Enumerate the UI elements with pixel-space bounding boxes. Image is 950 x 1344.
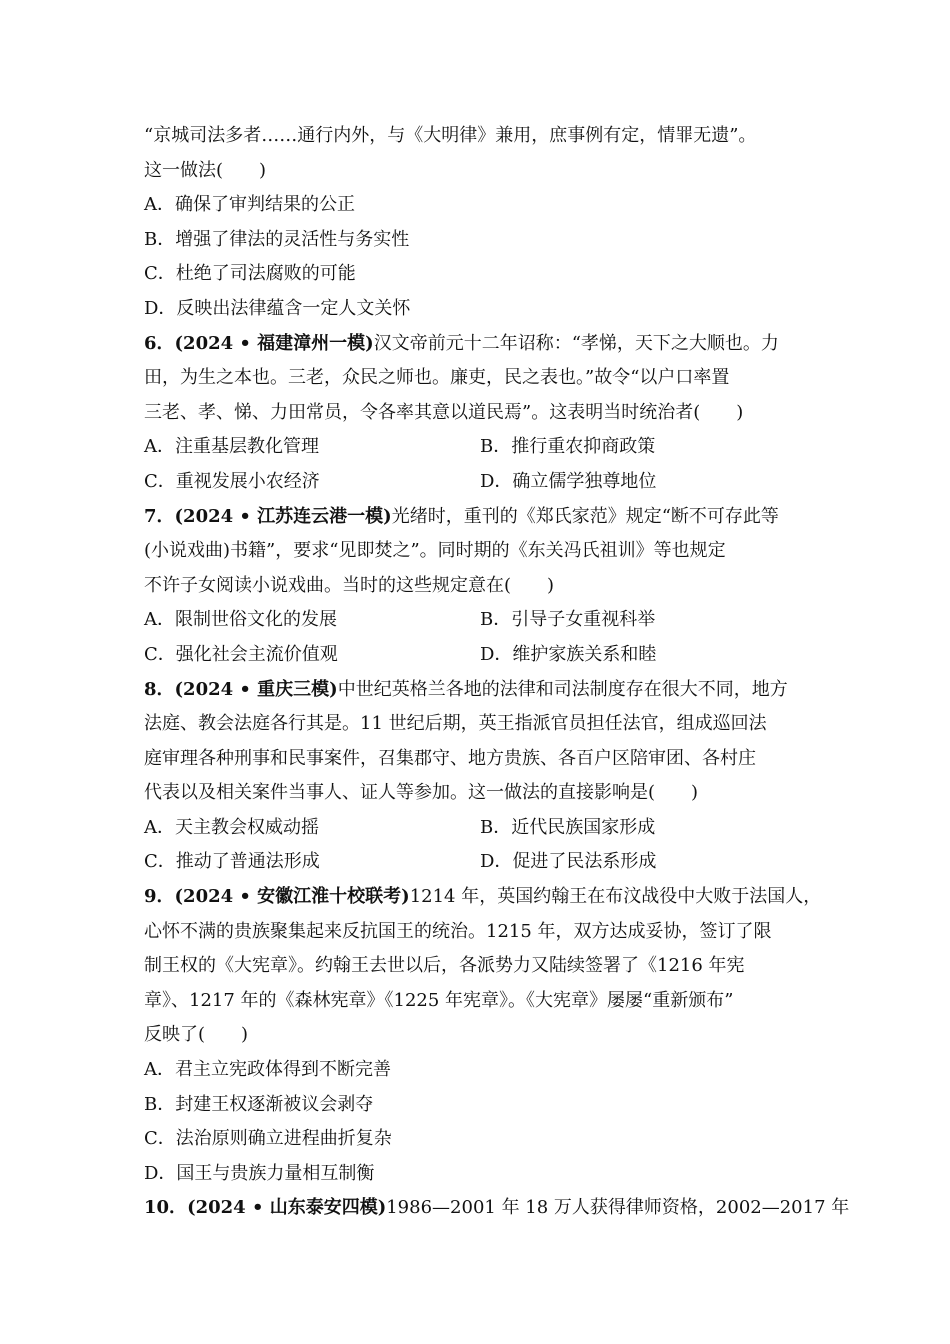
q6-option-d: D．确立儒学独尊地位 [480, 470, 657, 492]
q9-option-c: C．法治原则确立进程曲折复杂 [144, 1128, 392, 1150]
q8-number: 8． [144, 678, 175, 700]
q10-text-1: 1986—2001 年 18 万人获得律师资格，2002—2017 年 [386, 1197, 850, 1219]
q6-line-3: 三老、孝、悌、力田常员，令各率其意以道民焉”。这表明当时统治者( ) [144, 401, 744, 423]
q9-option-d: D．国王与贵族力量相互制衡 [144, 1162, 375, 1184]
q8-source: (2024 • 重庆三模) [174, 678, 338, 700]
q8-options-row-2 [144, 845, 824, 880]
q8-option-c: C．推动了普通法形成 [144, 851, 320, 873]
q9-line-4: 章》、1217 年的《森林宪章》《1225 年宪章》。《大宪章》屡屡“重新颁布” [144, 989, 734, 1011]
q5-option-a: A．确保了审判结果的公正 [144, 194, 355, 216]
q6-option-b: B．推行重农抑商政策 [480, 436, 656, 458]
q7-option-b: B．引导子女重视科举 [480, 609, 656, 631]
q9-option-b: B．封建王权逐渐被议会剥夺 [144, 1093, 374, 1115]
q6-options-row-1 [144, 430, 824, 465]
q6-line-2: 田，为生之本也。三老，众民之师也。廉吏，民之表也。”故令“以户口率置 [144, 367, 730, 389]
q9-option-a: A．君主立宪政体得到不断完善 [144, 1059, 391, 1081]
q8-options-row-1 [144, 811, 824, 846]
q5-option-d: D．反映出法律蕴含一定人文关怀 [144, 297, 411, 319]
q6-source: (2024 • 福建漳州一模) [174, 332, 374, 354]
q7-options-row-1 [144, 603, 824, 638]
q8-text-1: 中世纪英格兰各地的法律和司法制度存在很大不同，地方 [337, 678, 788, 700]
q7-option-d: D．维护家族关系和睦 [480, 643, 657, 665]
q9-line-1 [144, 880, 824, 915]
q6-option-a: A．注重基层教化管理 [144, 436, 319, 458]
q7-number: 7． [144, 505, 175, 527]
q5-option-c: C．杜绝了司法腐败的可能 [144, 263, 356, 285]
q10-source: (2024 • 山东泰安四模) [187, 1197, 387, 1219]
q5-line-1: “京城司法多者……通行内外，与《大明律》兼用，庶事例有定，情罪无遗”。 [144, 125, 757, 146]
q8-option-b: B．近代民族国家形成 [480, 816, 656, 838]
q7-line-1 [144, 500, 824, 535]
q7-line-3: 不许子女阅读小说戏曲。当时的这些规定意在( ) [144, 574, 555, 596]
q9-text-1: 1214 年，英国约翰王在布汶战役中大败于法国人， [409, 886, 822, 908]
q8-line-2: 法庭、教会法庭各行其是。11 世纪后期，英王指派官员担任法官，组成巡回法 [144, 713, 767, 735]
q5-line-2: 这一做法( ) [144, 159, 267, 181]
q6-options-row-2 [144, 465, 824, 500]
q9-number: 9． [144, 886, 175, 908]
q7-option-c: C．强化社会主流价值观 [144, 643, 338, 665]
q7-line-2: (小说戏曲)书籍”，要求“见即焚之”。同时期的《东关冯氏祖训》等也规定 [144, 540, 726, 562]
q7-options-row-2 [144, 638, 824, 673]
q6-line-1 [144, 327, 824, 362]
q8-line-1 [144, 673, 824, 708]
q9-source: (2024 • 安徽江淮十校联考) [174, 886, 410, 908]
q7-text-1: 光绪时，重刊的《郑氏家范》规定“断不可存此等 [391, 505, 779, 527]
q9-line-3: 制王权的《大宪章》。约翰王去世以后，各派势力又陆续签署了《1216 年宪 [144, 955, 745, 977]
q6-text-1: 汉文帝前元十二年诏称：“孝悌，天下之大顺也。力 [373, 332, 779, 354]
q7-option-a: A．限制世俗文化的发展 [144, 609, 337, 631]
q8-option-d: D．促进了民法系形成 [480, 851, 657, 873]
question-content [144, 119, 850, 1226]
q10-number: 10． [144, 1197, 188, 1219]
q8-line-4: 代表以及相关案件当事人、证人等参加。这一做法的直接影响是( ) [144, 782, 699, 804]
q8-line-3: 庭审理各种刑事和民事案件，召集郡守、地方贵族、各百户区陪审团、各村庄 [144, 747, 756, 769]
q9-line-2: 心怀不满的贵族聚集起来反抗国王的统治。1215 年，双方达成妥协，签订了限 [144, 920, 772, 942]
q5-option-b: B．增强了律法的灵活性与务实性 [144, 228, 410, 250]
q6-number: 6． [144, 332, 175, 354]
q10-line-1 [144, 1191, 850, 1226]
q9-line-5: 反映了( ) [144, 1024, 249, 1046]
q7-source: (2024 • 江苏连云港一模) [174, 505, 392, 527]
q6-option-c: C．重视发展小农经济 [144, 470, 320, 492]
q8-option-a: A．天主教会权威动摇 [144, 816, 319, 838]
